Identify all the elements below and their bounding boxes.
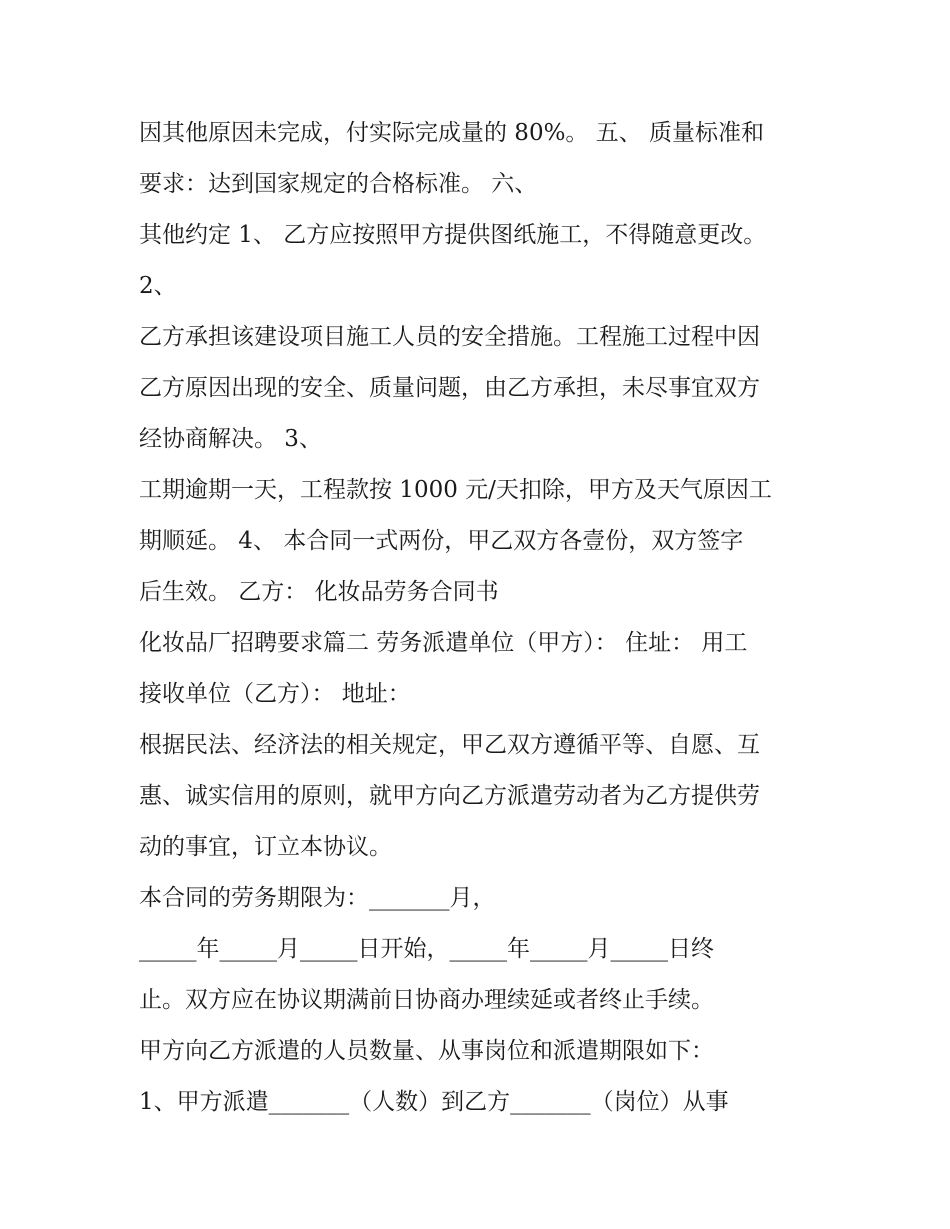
text-line: 乙方原因出现的安全、质量问题，由乙方承担，未尽事宜双方 bbox=[139, 375, 760, 401]
text-line: 止。双方应在协议期满前日协商办理续延或者终止手续。 bbox=[139, 987, 714, 1013]
text-line: 本合同的劳务期限为：_______月， bbox=[139, 885, 496, 911]
text-line: 根据民法、经济法的相关规定，甲乙双方遵循平等、自愿、互 bbox=[139, 732, 760, 758]
text-line: 甲方向乙方派遣的人员数量、从事岗位和派遣期限如下： bbox=[139, 1038, 714, 1064]
text-line: 乙方承担该建设项目施工人员的安全措施。工程施工过程中因 bbox=[139, 324, 760, 350]
text-line: 2、 bbox=[139, 273, 177, 299]
text-line: 期顺延。 4、 本合同一式两份，甲乙双方各壹份，双方签字 bbox=[139, 528, 744, 554]
text-line: 经协商解决。 3、 bbox=[139, 426, 322, 452]
text-line: 工期逾期一天，工程款按 1000 元/天扣除，甲方及天气原因工 bbox=[139, 477, 772, 503]
contract-text-body bbox=[139, 108, 829, 1128]
text-line: 化妆品厂招聘要求篇二 劳务派遣单位（甲方）： 住址： 用工 bbox=[139, 630, 748, 656]
text-line: 要求：达到国家规定的合格标准。 六、 bbox=[139, 171, 538, 197]
text-line: 其他约定 1、 乙方应按照甲方提供图纸施工，不得随意更改。 bbox=[139, 222, 767, 248]
text-line: 1、甲方派遣_______（人数）到乙方_______（岗位）从事 bbox=[139, 1089, 729, 1115]
text-line: 接收单位（乙方）： 地址： bbox=[139, 681, 411, 707]
text-line: _____年_____月_____日开始，_____年_____月_____日终 bbox=[139, 936, 714, 962]
text-line: 惠、诚实信用的原则，就甲方向乙方派遣劳动者为乙方提供劳 bbox=[139, 783, 760, 809]
text-line: 因其他原因未完成，付实际完成量的 80%。 五、 质量标准和 bbox=[139, 120, 765, 146]
text-line: 动的事宜，订立本协议。 bbox=[139, 834, 392, 860]
text-line: 后生效。 乙方： 化妆品劳务合同书 bbox=[139, 579, 499, 605]
